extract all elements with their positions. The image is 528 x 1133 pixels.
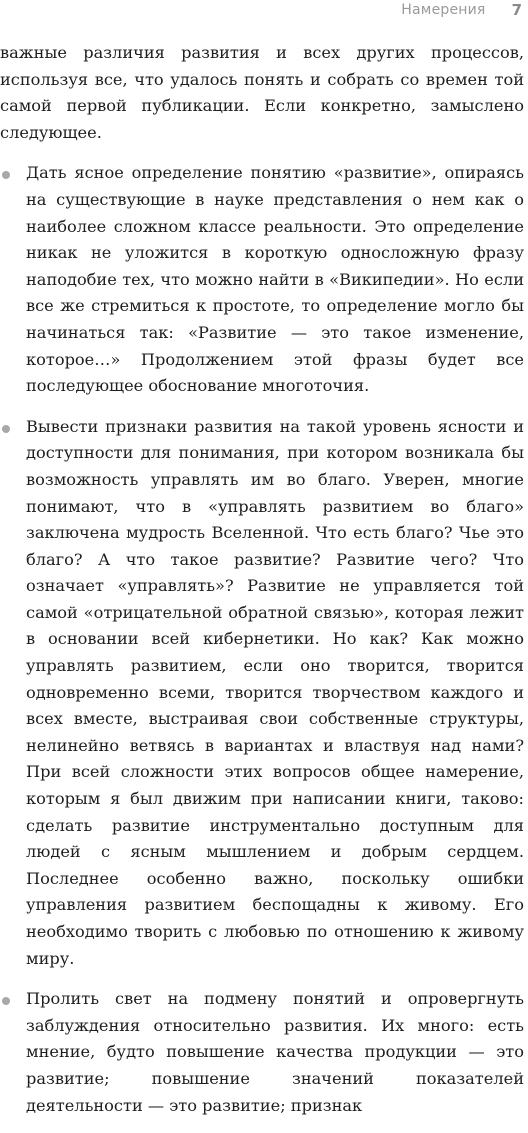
list-item-text: Вывести признаки развития на такой уровень ясности и доступности для понимания, при котором возникала бы возможность управлять им во благо. Уверен, многие понимают, что в «управлять развитием во благо» заключена мудрость Вселенной. Что есть благо? Чье это благо? А что такое развитие? Развитие чего? Что означает «управлять»? Развитие не управляется той самой «отрицательной обратной связью», которая лежит в основании всей кибернетики. Но как? Как можно управлять развитием, если оно творится, творится одновременно всеми, творится творчеством каждого и всех вместе, выстраивая свои собственные структуры, нелинейно ветвясь в вариантах и властвуя над нами? При всей сложности этих вопросов общее намерение, которым я был движим при написании книги, таково: сделать развитие инструментально доступным для людей с ясным мышлением и добрым сердцем. Последнее особенно важно, поскольку ошибки управления развитием беспощадны к живому. Его необходимо творить с любовью по отношению к живому миру. — [26, 416, 524, 968]
running-head-section-title: Намерения — [401, 2, 486, 18]
intro-paragraph: важные различия развития и всех других процессов, используя все, что удалось понять и собрать со времен той самой первой публикации. Если конкретно, замыслено следующее. — [0, 43, 524, 142]
bullet-icon — [2, 425, 10, 433]
bullet-icon — [2, 997, 10, 1005]
list-item — [0, 414, 524, 972]
running-head — [401, 0, 522, 20]
body-text — [0, 40, 524, 1133]
page-number: 7 — [511, 1, 522, 19]
intentions-list — [0, 160, 524, 1119]
bullet-icon — [2, 171, 10, 179]
list-item-text: Пролить свет на подмену понятий и опровергнуть заблуждения относительно развития. Их много: есть мнение, будто повышение качества продукции — это развитие; повышение значений показателей деятельности — это развитие; признак — [26, 989, 524, 1115]
list-item — [0, 986, 524, 1119]
list-item-text: Дать ясное определение понятию «развитие», опираясь на существующие в науке представления о нем как о наиболее сложном классе реальности. Это определение никак не уложится в короткую односложную фразу наподобие тех, что можно найти в «Википедии». Но если все же стремиться к простоте, то определение могло бы начинаться так: «Развитие — это такое изменение, которое…» Продолжением этой фразы будет все последующее обоснование многоточия. — [26, 163, 524, 396]
list-item — [0, 160, 524, 399]
